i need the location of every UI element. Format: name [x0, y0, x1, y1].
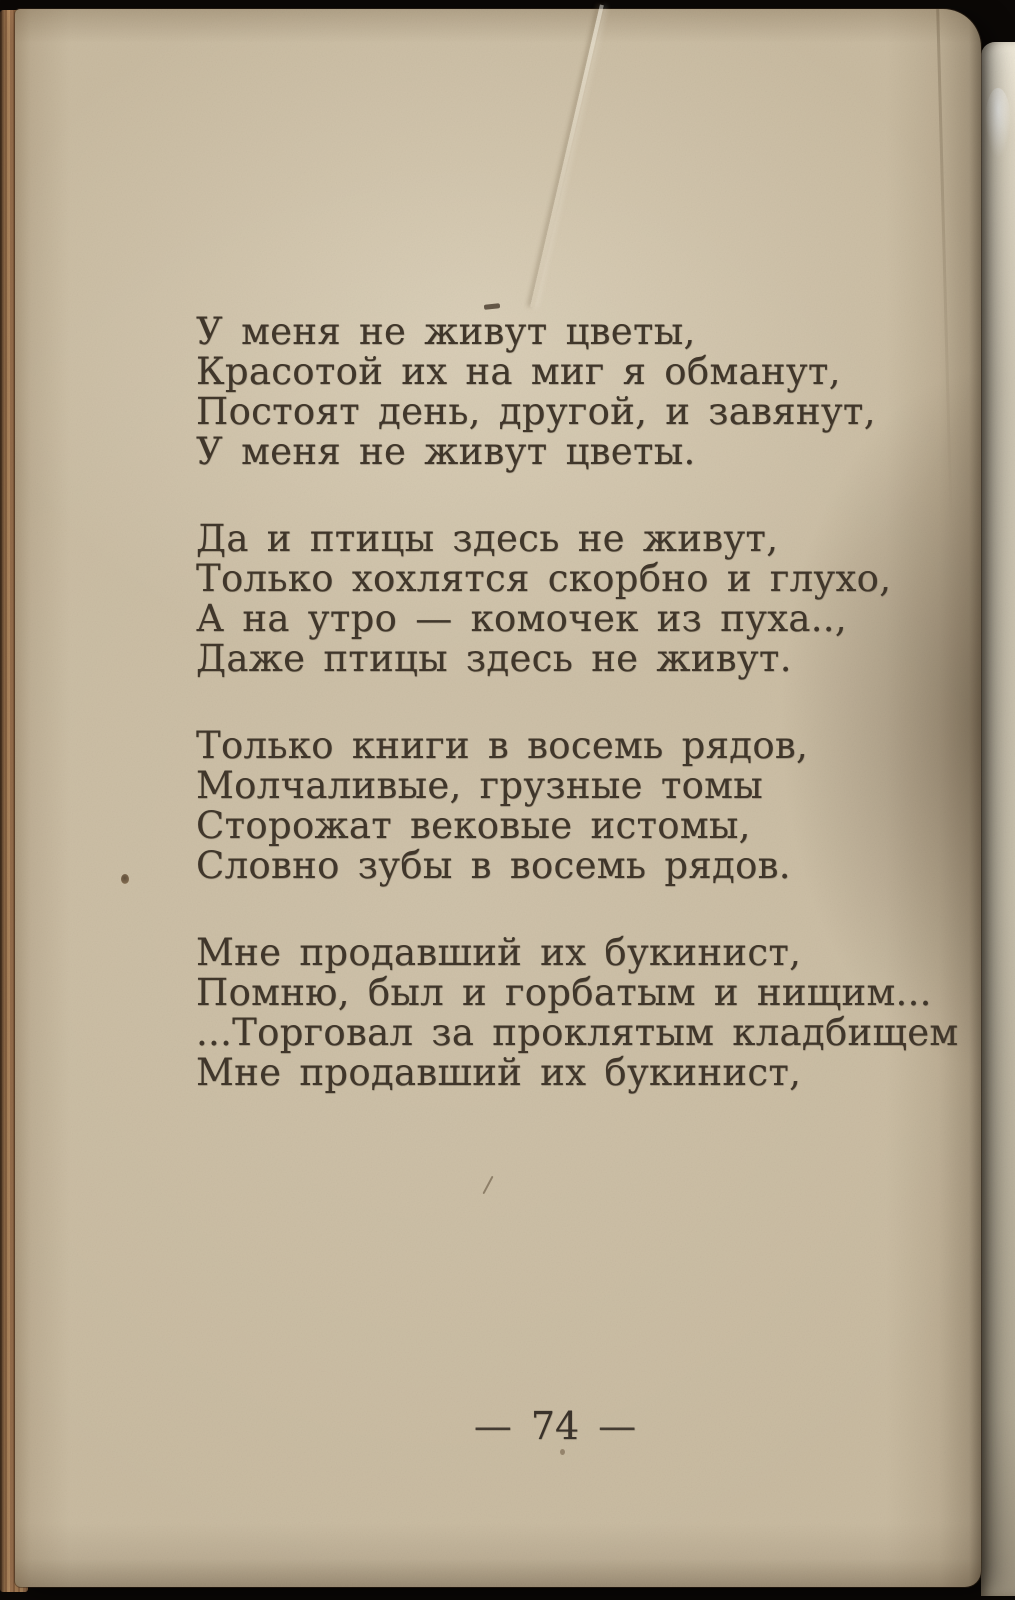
- next-page-corner-highlight: [985, 88, 1011, 158]
- next-page-edge: [981, 42, 1015, 1596]
- poem-line: А на утро — комочек из пуха..,: [196, 597, 847, 640]
- folio-dash-right: —: [598, 1404, 637, 1448]
- stanza-4: [196, 933, 958, 1093]
- poem-line: Только хохлятся скорбно и глухо,: [196, 557, 892, 600]
- poem-line: Мне продавший их букинист,: [196, 1051, 802, 1094]
- book-page: [15, 9, 981, 1587]
- paper-speck: [121, 874, 129, 884]
- ink-smudge: [484, 303, 500, 310]
- paper-speck-small: [560, 1449, 565, 1455]
- poem-line: Да и птицы здесь не живут,: [196, 517, 779, 560]
- page-number: [415, 1406, 695, 1446]
- poem-line: Даже птицы здесь не живут.: [196, 637, 792, 680]
- poem-text: [196, 312, 958, 1093]
- paper-crease-top: [530, 5, 604, 308]
- poem-line: У меня не живут цветы.: [196, 430, 696, 473]
- poem-line: Сторожат вековые истомы,: [196, 804, 751, 847]
- poem-line: Молчаливые, грузные томы: [196, 764, 764, 807]
- poem-line: ...Торговал за проклятым кладбищем: [196, 1011, 959, 1054]
- folio-number: 74: [530, 1404, 580, 1448]
- folio-dash-left: —: [473, 1404, 512, 1448]
- stanza-3: [196, 726, 958, 886]
- poem-line: Постоят день, другой, и завянут,: [196, 390, 876, 433]
- poem-line: Только книги в восемь рядов,: [196, 724, 809, 767]
- poem-line: Словно зубы в восемь рядов.: [196, 844, 791, 887]
- poem-line: Красотой их на миг я обманут,: [196, 350, 841, 393]
- stanza-1: [196, 312, 958, 472]
- paper-fiber: [482, 1176, 493, 1195]
- poem-line: Мне продавший их букинист,: [196, 931, 802, 974]
- stanza-2: [196, 519, 958, 679]
- poem-line: Помню, был и горбатым и нищим...: [196, 971, 932, 1014]
- poem-line: У меня не живут цветы,: [196, 310, 696, 353]
